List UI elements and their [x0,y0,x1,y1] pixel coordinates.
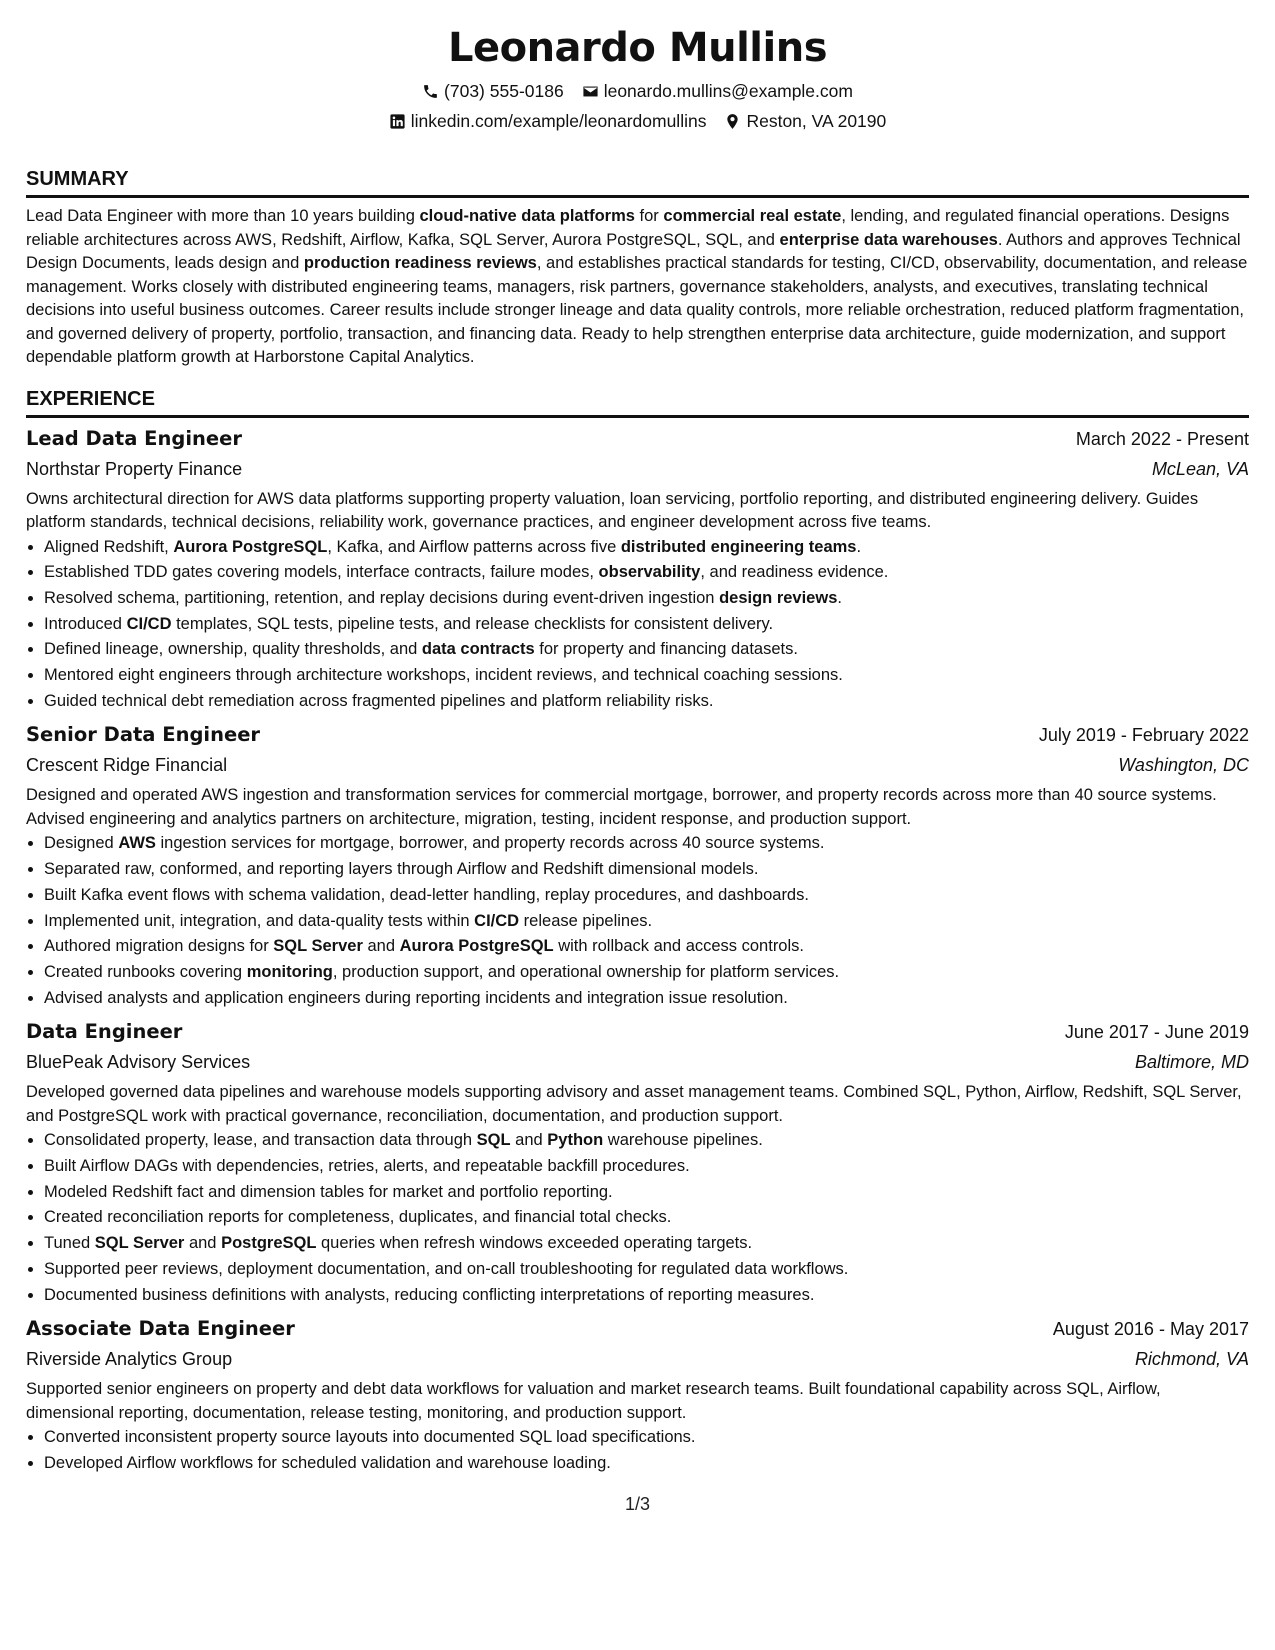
text-run: Created reconciliation reports for completeness, duplicates, and financial total checks. [44,1208,672,1227]
text-run: Advised analysts and application engineers during reporting incidents and integration issue resolution. [44,988,788,1007]
text-run: Developed Airflow workflows for scheduled validation and warehouse loading. [44,1453,611,1472]
text-run: Converted inconsistent property source layouts into documented SQL load specifications. [44,1428,696,1447]
bullet-item [44,535,1249,561]
bold-keyword: SQL Server [94,1234,185,1253]
bold-keyword: distributed engineering teams [620,537,857,556]
bold-keyword: data contracts [421,640,535,659]
job-entry [26,424,1249,715]
bullet-item [44,586,1249,612]
job-list [26,424,1249,1477]
text-run: Supported peer reviews, deployment documentation, and on-call troubleshooting for regulated data workflows. [44,1259,849,1278]
text-run: with rollback and access controls. [553,937,804,956]
summary-section [26,166,1249,370]
job-subheader [26,1344,1249,1374]
text-run: and [184,1234,222,1253]
company-name: Crescent Ridge Financial [26,755,228,776]
job-location: Baltimore, MD [1134,1052,1249,1073]
job-header [26,720,1249,750]
bold-keyword: observability [598,563,701,582]
text-run: Designed [44,834,119,853]
company-name: BluePeak Advisory Services [26,1052,251,1073]
text-run: Guided technical debt remediation across fragmented pipelines and platform reliability risks. [44,691,714,710]
bullet-list [26,1128,1249,1308]
job-dates: March 2022 - Present [1075,428,1249,449]
text-run: Aligned Redshift, [44,537,174,556]
bullet-item [44,612,1249,638]
bold-keyword: SQL [476,1131,511,1150]
contact-phone [422,76,564,106]
company-name: Northstar Property Finance [26,458,243,479]
bullet-list [26,831,1249,1011]
job-entry [26,720,1249,1011]
bold-keyword: Python [547,1131,604,1150]
bullet-item [44,1180,1249,1206]
text-run: and [510,1131,548,1150]
job-title: Associate Data Engineer [26,1317,295,1341]
bold-keyword: AWS [118,834,156,853]
bullet-item [44,637,1249,663]
text-run: Authored migration designs for [44,937,274,956]
bold-keyword: cloud-native data platforms [419,207,635,225]
job-title: Data Engineer [26,1020,183,1044]
text-run: Built Kafka event flows with schema validation, dead-letter handling, replay procedures, and dashboards. [44,885,809,904]
text-run: Built Airflow DAGs with dependencies, retries, alerts, and repeatable backfill procedures. [44,1157,690,1176]
text-run: release pipelines. [519,911,653,930]
envelope-icon [582,83,599,100]
bullet-item [44,960,1249,986]
job-entry [26,1017,1249,1308]
text-run: Documented business definitions with analysts, reducing conflicting interpretations of reporting measures. [44,1285,815,1304]
job-header [26,1314,1249,1344]
text-run: Lead Data Engineer with more than 10 years building [26,207,420,225]
text-run: Modeled Redshift fact and dimension tables for market and portfolio reporting. [44,1182,613,1201]
job-dates: July 2019 - February 2022 [1038,725,1249,746]
text-run: . Authors and approves Technical Design Documents, leads design and [26,230,1241,272]
job-location: Richmond, VA [1134,1349,1249,1370]
bullet-item [44,560,1249,586]
job-header [26,424,1249,454]
bold-keyword: enterprise data warehouses [779,230,998,249]
summary-text [26,205,1249,370]
job-description: Supported senior engineers on property and debt data workflows for valuation and market research teams. Built foundational capability across SQL, Airflow, dimensional reporting, documentation, release testing, monitoring, and production support. [26,1380,1161,1422]
bullet-item [44,1231,1249,1257]
phone-text: (703) 555-0186 [444,81,564,101]
job-title: Lead Data Engineer [26,426,242,450]
bold-keyword: commercial real estate [663,207,842,225]
bold-keyword: Aurora PostgreSQL [173,537,328,556]
text-run: Separated raw, conformed, and reporting layers through Airflow and Redshift dimensional models. [44,860,759,879]
experience-heading: EXPERIENCE [26,386,1249,418]
text-run: Mentored eight engineers through architecture workshops, incident reviews, and technical coaching sessions. [44,666,843,685]
bold-keyword: PostgreSQL [221,1234,317,1253]
text-run: , and establishes practical standards for testing, CI/CD, observability, documentation, and release management. Works closely with distributed engineering teams, managers, risk partners, governance stakeholders, analysts, and executives, translating technical decisions into useful business outcomes. Career results include stronger lineage and data quality controls, more reliable orchestration, reduced platform fragmentation, and governed delivery of property, portfolio, transaction, and financing data. Ready to help strengthen enterprise data architecture, guide modernization, and support dependable platform growth at Harborstone Capital Analytics. [26,254,1248,366]
bullet-item [44,1283,1249,1309]
bold-keyword: SQL Server [273,937,363,956]
text-run: . [837,588,842,607]
bold-keyword: Aurora PostgreSQL [399,937,554,956]
bullet-item [44,909,1249,935]
candidate-name: Leonardo Mullins [447,25,828,71]
experience-section [26,386,1249,1477]
job-dates: August 2016 - May 2017 [1052,1319,1249,1340]
bullet-item [44,883,1249,909]
bullet-item [44,1205,1249,1231]
job-description: Developed governed data pipelines and warehouse models supporting advisory and asset management teams. Combined SQL, Python, Airflow, Redshift, SQL Server, and PostgreSQL work with practical governance, reconciliation, documentation, and production support. [26,1083,1242,1125]
text-run: Implemented unit, integration, and data-quality tests within [44,911,475,930]
text-run: , and readiness evidence. [700,563,889,582]
text-run: , lending, and regulated financial operations. Designs reliable architectures across AWS, Redshift, Airflow, Kafka, SQL Server, Aurora PostgreSQL, SQL, and [26,207,1230,249]
bold-keyword: production readiness reviews [303,254,537,272]
bullet-item [44,663,1249,689]
job-dates: June 2017 - June 2019 [1064,1022,1249,1043]
contact-email[interactable] [582,76,853,106]
contact-location [724,106,886,136]
bold-keyword: monitoring [246,962,333,981]
bold-keyword: CI/CD [126,614,172,633]
bullet-item [44,1425,1249,1451]
bullet-item [44,689,1249,715]
linkedin-icon [389,113,406,130]
contact-row-1 [26,76,1249,106]
job-title: Senior Data Engineer [26,723,261,747]
job-location: Washington, DC [1118,755,1249,776]
email-text[interactable]: leonardo.mullins@example.com [603,81,853,101]
job-subheader [26,454,1249,484]
text-run: Tuned [44,1234,95,1253]
job-subheader [26,750,1249,780]
bullet-item [44,1451,1249,1477]
company-name: Riverside Analytics Group [26,1349,233,1370]
bold-keyword: design reviews [719,588,838,607]
page-number: 1/3 [624,1494,651,1514]
bullet-item [44,857,1249,883]
text-run: for property and financing datasets. [534,640,798,659]
bullet-list [26,535,1249,715]
bold-keyword: CI/CD [474,911,520,930]
text-run: queries when refresh windows exceeded operating targets. [316,1234,753,1253]
text-run: ingestion services for mortgage, borrower, and property records across 40 source systems. [155,834,825,853]
linkedin-text[interactable]: linkedin.com/example/leonardomullins [410,111,707,131]
job-header [26,1017,1249,1047]
summary-heading: SUMMARY [26,166,1249,198]
text-run: for [634,207,664,225]
location-text: Reston, VA 20190 [746,111,887,131]
text-run: and [362,937,400,956]
text-run: Established TDD gates covering models, interface contracts, failure modes, [44,563,599,582]
job-subheader [26,1047,1249,1077]
job-description: Owns architectural direction for AWS data platforms supporting property valuation, loan servicing, portfolio reporting, and distributed engineering delivery. Guides platform standards, technical decisions, reliability work, governance practices, and engineer development across five teams. [26,489,1199,531]
bullet-list [26,1425,1249,1476]
text-run: warehouse pipelines. [603,1131,763,1150]
phone-icon [422,83,439,100]
bullet-item [44,1154,1249,1180]
text-run: Introduced [44,614,127,633]
bullet-item [44,1128,1249,1154]
bullet-item [44,831,1249,857]
job-location: McLean, VA [1151,458,1249,479]
contact-linkedin[interactable] [389,106,707,136]
job-entry [26,1314,1249,1476]
contact-row-2 [26,106,1249,136]
text-run: , production support, and operational ownership for platform services. [332,962,840,981]
text-run: Created runbooks covering [44,962,247,981]
text-run: Consolidated property, lease, and transaction data through [44,1131,477,1150]
bullet-item [44,934,1249,960]
bullet-item [44,986,1249,1012]
map-pin-icon [724,113,741,130]
text-run: templates, SQL tests, pipeline tests, and release checklists for consistent delivery. [171,614,774,633]
resume-page [26,20,1249,1477]
text-run: , Kafka, and Airflow patterns across five [327,537,621,556]
bullet-item [44,1257,1249,1283]
text-run: Defined lineage, ownership, quality thresholds, and [44,640,422,659]
text-run: . [856,537,862,556]
job-description: Designed and operated AWS ingestion and transformation services for commercial mortgage, borrower, and property records across more than 40 source systems. Advised engineering and analytics partners on architecture, migration, testing, incident response, and production support. [26,786,1217,828]
text-run: Resolved schema, partitioning, retention, and replay decisions during event-driven ingestion [44,588,720,607]
